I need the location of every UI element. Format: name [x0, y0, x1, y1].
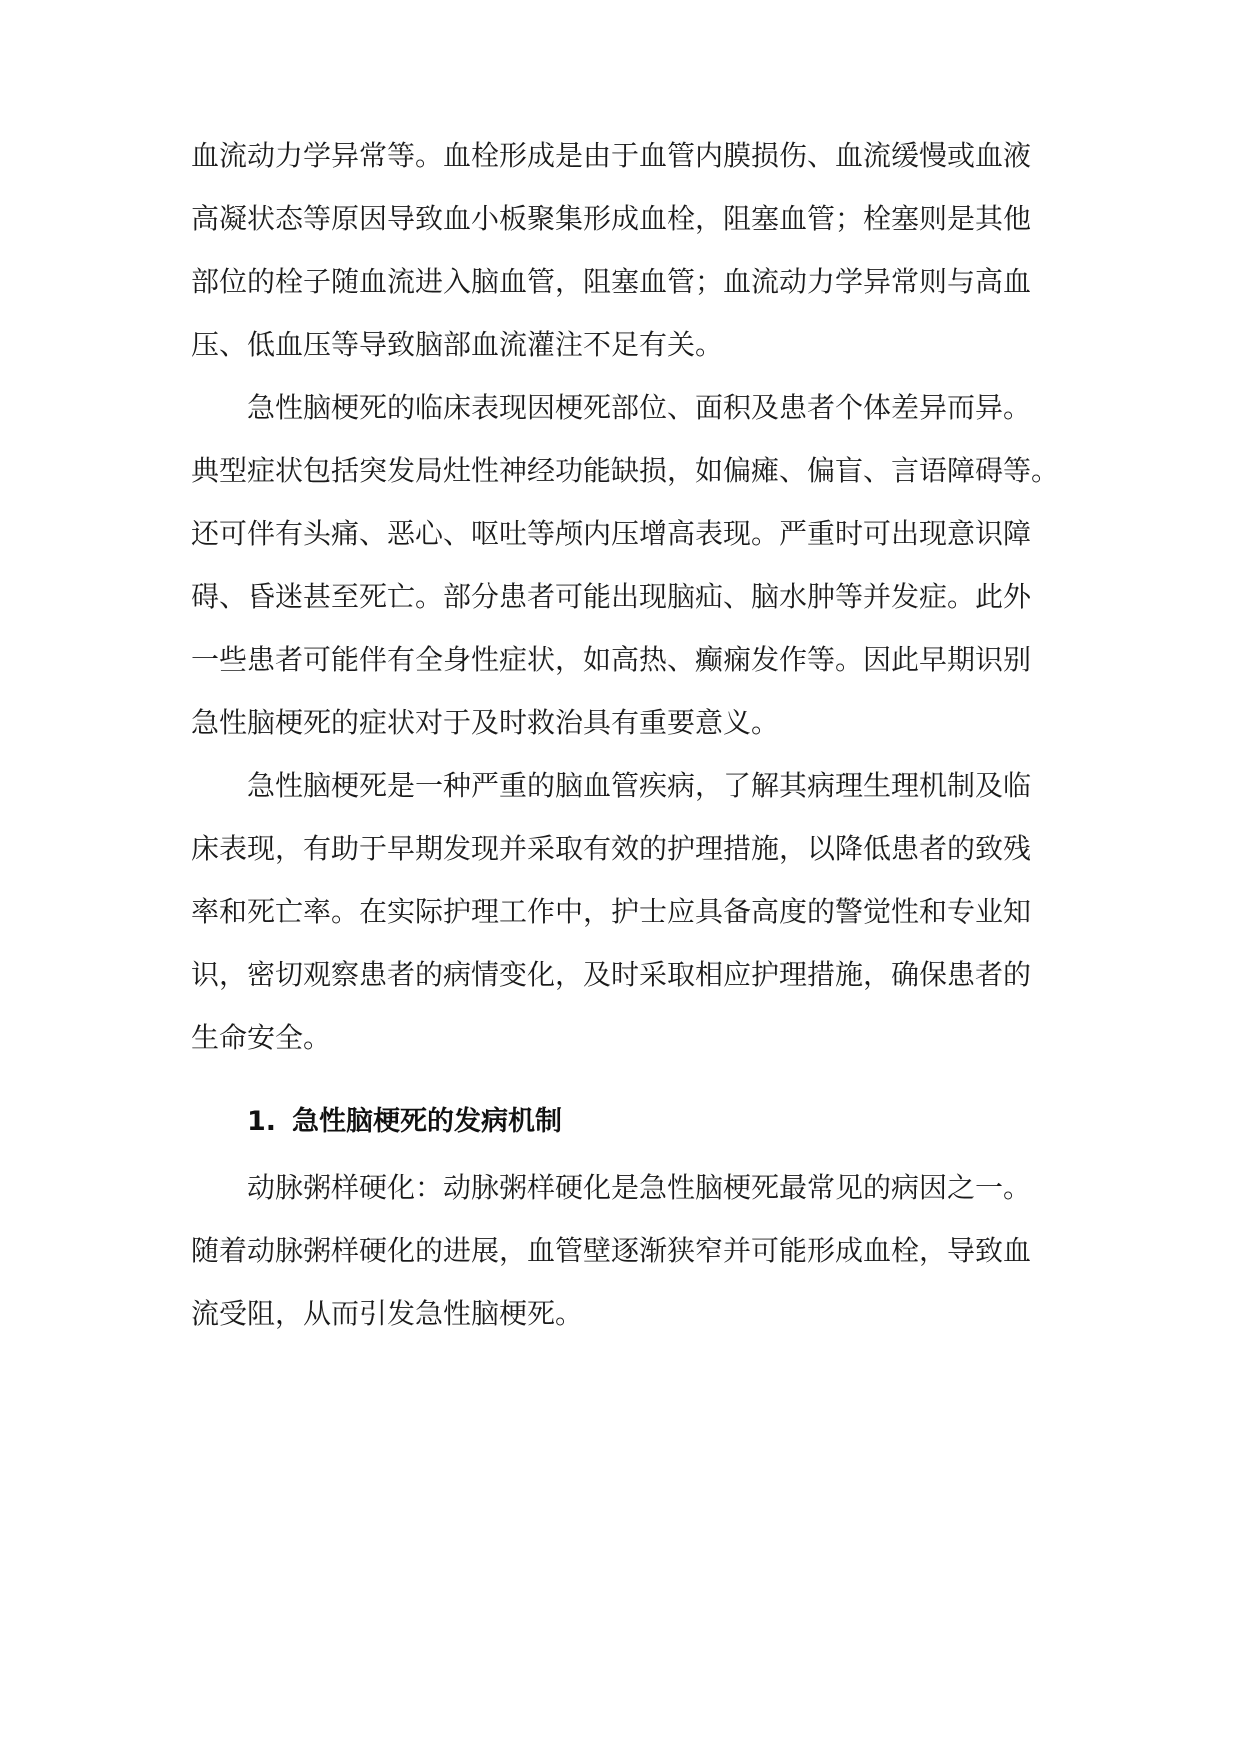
paragraph-1-line-4: 压、低血压等导致脑部血流灌注不足有关。 — [191, 328, 724, 361]
paragraph-3-line-5: 生命安全。 — [191, 1021, 332, 1054]
paragraph-2-line-2: 典型症状包括突发局灶性神经功能缺损，如偏瘫、偏盲、言语障碍等。 — [191, 454, 1060, 487]
paragraph-1-line-3: 部位的栓子随血流进入脑血管，阻塞血管；血流动力学异常则与高血 — [191, 265, 1032, 298]
paragraph-3-line-1: 急性脑梗死是一种严重的脑血管疾病，了解其病理生理机制及临 — [247, 769, 1032, 802]
section-paragraph-line-1: 动脉粥样硬化：动脉粥样硬化是急性脑梗死最常见的病因之一。 — [247, 1171, 1032, 1204]
paragraph-3-line-4: 识，密切观察患者的病情变化，及时采取相应护理措施，确保患者的 — [191, 958, 1032, 991]
section-number: 1. — [247, 1106, 277, 1137]
paragraph-2-line-4: 碍、昏迷甚至死亡。部分患者可能出现脑疝、脑水肿等并发症。此外 — [191, 580, 1032, 613]
paragraph-1-line-1: 血流动力学异常等。血栓形成是由于血管内膜损伤、血流缓慢或血液 — [191, 139, 1032, 172]
paragraph-2-line-6: 急性脑梗死的症状对于及时救治具有重要意义。 — [191, 706, 780, 739]
section-paragraph-line-2: 随着动脉粥样硬化的进展，血管壁逐渐狭窄并可能形成血栓，导致血 — [191, 1234, 1032, 1267]
paragraph-2-line-3: 还可伴有头痛、恶心、呕吐等颅内压增高表现。严重时可出现意识障 — [191, 517, 1032, 550]
paragraph-1-line-2: 高凝状态等原因导致血小板聚集形成血栓，阻塞血管；栓塞则是其他 — [191, 202, 1032, 235]
section-paragraph-line-3: 流受阻，从而引发急性脑梗死。 — [191, 1297, 584, 1330]
paragraph-2-line-5: 一些患者可能伴有全身性症状，如高热、癫痫发作等。因此早期识别 — [191, 643, 1032, 676]
paragraph-2-line-1: 急性脑梗死的临床表现因梗死部位、面积及患者个体差异而异。 — [247, 391, 1032, 424]
paragraph-3-line-2: 床表现，有助于早期发现并采取有效的护理措施，以降低患者的致残 — [191, 832, 1032, 865]
section-heading — [247, 1101, 1061, 1143]
paragraph-3-line-3: 率和死亡率。在实际护理工作中，护士应具备高度的警觉性和专业知 — [191, 895, 1032, 928]
section-title: 急性脑梗死的发病机制 — [292, 1106, 563, 1137]
